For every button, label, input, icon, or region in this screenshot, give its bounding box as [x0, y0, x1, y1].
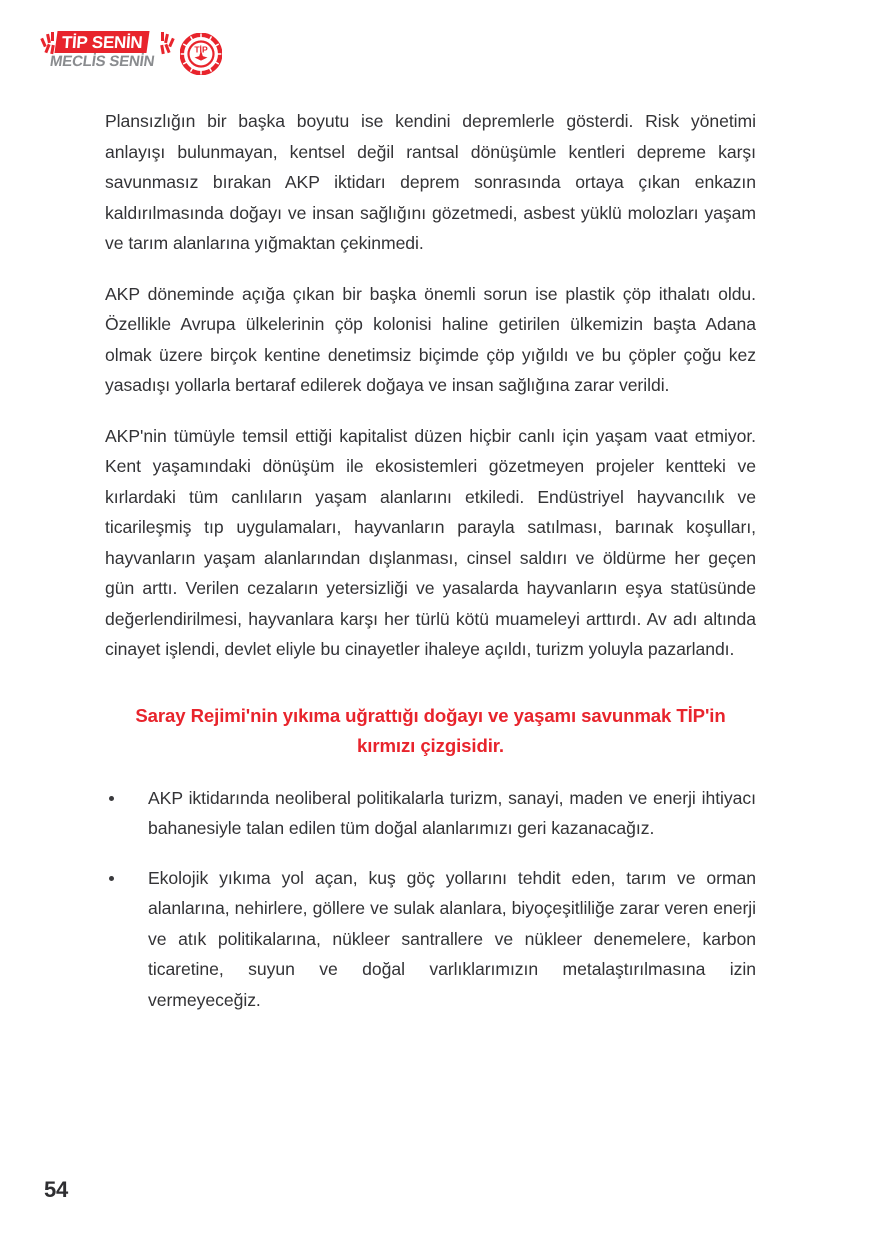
list-item-text: AKP iktidarında neoliberal politikalarla turizm, sanayi, maden ve enerji ihtiyacı bahanesiyle talan edilen tüm doğal alanlarımızı geri kazanacağız.	[148, 787, 756, 838]
tip-party-emblem-icon	[180, 33, 222, 75]
bullet-dot-icon	[109, 796, 114, 801]
starburst-right-icon	[160, 32, 174, 54]
paragraph-2: AKP döneminde açığa çıkan bir başka önemli sorun ise plastik çöp ithalatı oldu. Özellikle Avrupa ülkelerinin çöp kolonisi haline getirilen ülkemizin başta Adana olmak üzere birçok kentine denetimsiz biçimde çöp yığıldı ve bu çöpler çoğu kez yasadışı yollarla bertaraf edilerek doğaya ve insan sağlığına zarar verildi.	[105, 283, 756, 395]
pledge-bullet-list	[105, 783, 756, 1016]
page-number: 54	[44, 1177, 69, 1202]
logo-wordmark	[42, 29, 174, 79]
bullet-dot-icon	[109, 876, 114, 881]
logo-subtitle: MECLİS SENİN	[48, 53, 156, 70]
paragraph-1: Plansızlığın bir başka boyutu ise kendini depremlerle gösterdi. Risk yönetimi anlayışı bulunmayan, kentsel değil rantsal dönüşümle kentleri depreme karşı savunmasız bırakan AKP iktidarı deprem sonrasında ortaya çıkan enkazın kaldırılmasında doğayı ve insan sağlığını gözetmedi, asbest yüklü molozları yaşam ve tarım alanlarına yığmaktan çekinmedi.	[105, 111, 756, 253]
list-item	[105, 863, 756, 1016]
page-content	[105, 106, 756, 1015]
logo-banner	[54, 31, 150, 53]
list-item-text: Ekolojik yıkıma yol açan, kuş göç yollarını tehdit eden, tarım ve orman alanlarına, nehirlere, göllere ve sulak alanlara, biyoçeşitliliğe zarar veren enerji ve atık politikalarına, nükleer santrallere ve nükleer denemelere, karbon ticaretine, suyun ve doğal varlıklarımızın metalaştırılmasına izin vermeyeceğiz.	[148, 867, 756, 1010]
list-item	[105, 783, 756, 844]
logo-banner-text: TİP SENİN	[61, 32, 144, 52]
paragraph-3: AKP'nin tümüyle temsil ettiği kapitalist düzen hiçbir canlı için yaşam vaat etmiyor. Kent yaşamındaki dönüşüm ile ekosistemleri gözetmeyen projeler kentteki ve kırlardaki tüm canlıların yaşam alanlarını etkiledi. Endüstriyel hayvancılık ve ticarileşmiş tıp uygulamaları, hayvanların parayla satılması, barınak koşulları, hayvanların yaşam alanlarından dışlanması, cinsel saldırı ve öldürme her geçen gün arttı. Verilen cezaların yetersizliği ve yasalarda hayvanların eşya statüsünde değerlendirilmesi, hayvanlara karşı her türlü kötü muameleyi arttırdı. Av adı altında cinayet işlendi, devlet eliyle bu cinayetler ihaleye açıldı, turizm yoluyla pazarlandı.	[105, 425, 756, 659]
brand-logo	[42, 28, 232, 80]
red-pledge-heading: Saray Rejimi'nin yıkıma uğrattığı doğayı ve yaşamı savunmak TİP'in kırmızı çizgisidir.	[135, 704, 726, 756]
svg-text:TİP: TİP	[194, 44, 208, 55]
